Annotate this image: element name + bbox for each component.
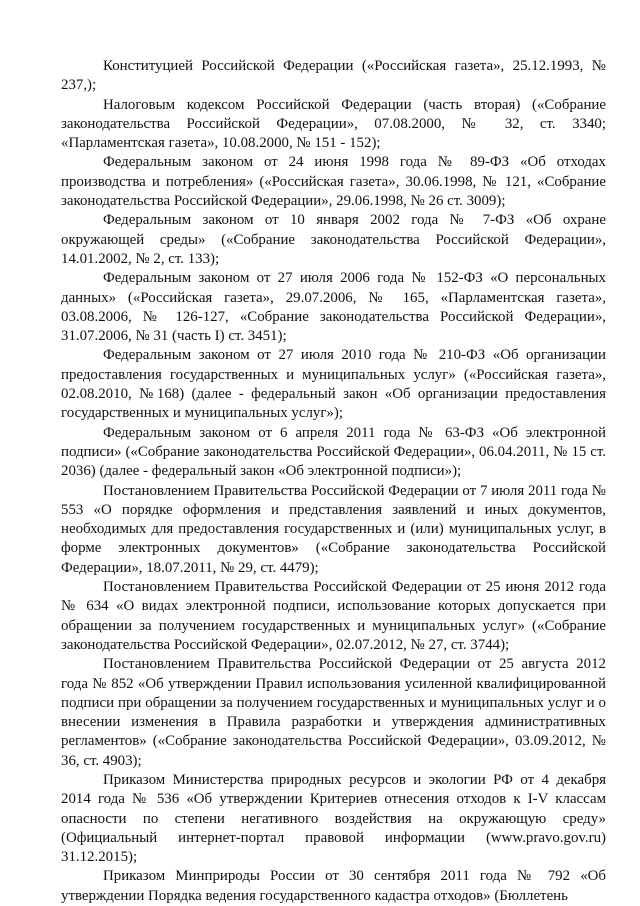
paragraph-resolution-553: Постановлением Правительства Российской Федерации от 7 июля 2011 года № 553 «О порядке оформления и представления заявлений и иных документов, необходимых для предоставления государственных и (или) муниципальных услуг, в форме электронных документов» («Собрание законодательства Российской Федерации», 18.07.2011, № 29, ст. 4479);	[61, 482, 606, 576]
paragraph-tax-code: Налоговым кодексом Российской Федерации (часть вторая) («Собрание законодательства Российской Федерации», 07.08.2000, № 32, ст. 3340; «Парламентская газета», 10.08.2000, № 151 - 152);	[61, 96, 606, 152]
paragraph-resolution-634: Постановлением Правительства Российской Федерации от 25 июня 2012 года № 634 «О видах электронной подписи, использование которых допускается при обращении за получением государственных и муниципальных услуг» («Собрание законодательства Российской Федерации», 02.07.2012, № 27, ст. 3744);	[61, 579, 606, 653]
paragraph-law-7fz: Федеральным законом от 10 января 2002 года № 7-ФЗ «Об охране окружающей среды» («Собрание законодательства Российской Федерации», 14.01.2002, № 2, ст. 133);	[61, 212, 606, 267]
paragraph-law-152fz: Федеральным законом от 27 июля 2006 года № 152-ФЗ «О персональных данных» («Российская газета», 29.07.2006, № 165, «Парламентская газета», 03.08.2006, № 126-127, «Собрание законодательства Российской Федерации», 31.07.2006, № 31 (часть I) ст. 3451);	[61, 270, 606, 345]
paragraph-order-536: Приказом Министерства природных ресурсов и экологии РФ от 4 декабря 2014 года № 536 «Об утверждении Критериев отнесения отходов к I-V классам опасности по степени негативного воздействия на окружающую среду» (Официальный интернет-портал правовой информации (www.pravo.gov.ru) 31.12.2015);	[61, 771, 606, 866]
paragraph-order-792: Приказом Минприроды России от 30 сентября 2011 года № 792 «Об утверждении Порядка ведения государственного кадастра отходов» (Бюллетень	[61, 868, 606, 904]
paragraph-law-210fz: Федеральным законом от 27 июля 2010 года № 210-ФЗ «Об организации предоставления государственных и муниципальных услуг» («Российская газета», 02.08.2010, №168) (далее - федеральный закон «Об организации предоставления государственных и муниципальных услуг»);	[61, 347, 606, 422]
paragraph-law-89fz: Федеральным законом от 24 июня 1998 года № 89-ФЗ «Об отходах производства и потребления» («Российская газета», 30.06.1998, № 121, «Собрание законодательства Российской Федерации», 29.06.1998, № 26 ст. 3009);	[61, 154, 606, 210]
paragraph-law-63fz: Федеральным законом от 6 апреля 2011 года № 63-ФЗ «Об электронной подписи» («Собрание законодательства Российской Федерации», 06.04.2011, № 15 ст. 2036) (далее - федеральный закон «Об электронной подписи»);	[61, 424, 606, 480]
paragraph-resolution-852: Постановлением Правительства Российской Федерации от 25 августа 2012 года № 852 «Об утверждении Правил использования усиленной квалифицированной подписи при обращении за получением государственных и муниципальных услуг и о внесении изменения в Правила разработки и утверждения административных регламентов» («Собрание законодательства Российской Федерации», 03.09.2012, № 36, ст. 4903);	[61, 656, 606, 769]
paragraph-constitution: Конституцией Российской Федерации («Российская газета», 25.12.1993, № 237,);	[61, 58, 606, 94]
